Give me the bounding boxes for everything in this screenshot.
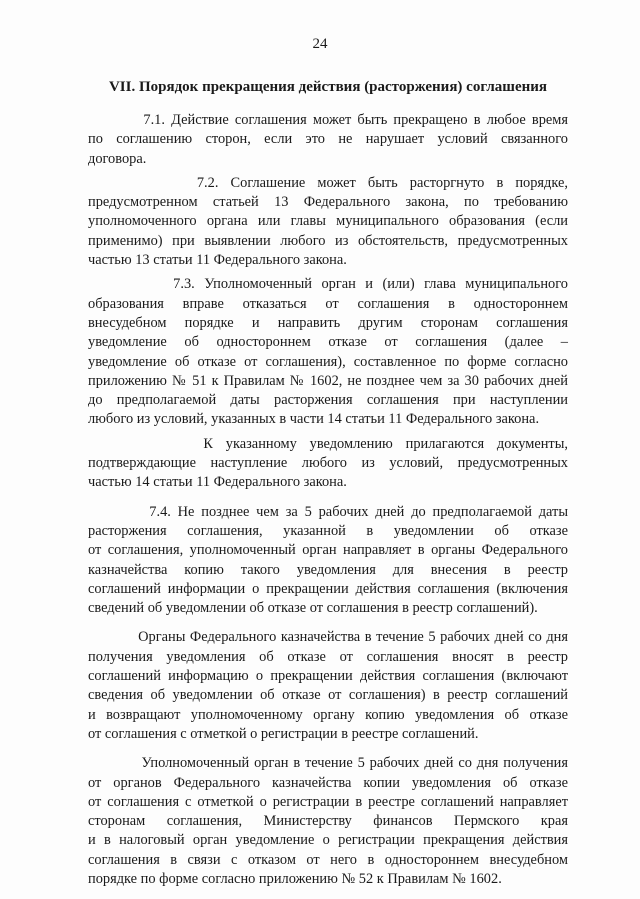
text-line: внесудебном порядке и направить другим сторонам соглашения — [88, 314, 568, 331]
text-line: уполномоченного органа или главы муниципального образования (если — [88, 213, 568, 230]
paragraph-gap — [88, 744, 568, 754]
paragraph-gap — [88, 493, 568, 503]
document-body — [88, 111, 568, 889]
text-line: сведения об уведомлении об отказе от соглашения) в реестр соглашений — [88, 687, 568, 704]
text-line: от соглашения, уполномоченный орган направляет в органы Федерального — [88, 542, 568, 559]
text-line: сторонам соглашения, Министерству финансов Пермского края — [88, 813, 568, 830]
text-line: частью 13 статьи 11 Федерального закона. — [88, 252, 347, 269]
paragraph-7-2 — [88, 174, 568, 270]
text-line: уведомление об отказе от соглашения), составленное по форме согласно — [88, 353, 568, 370]
text-line: частью 14 статьи 11 Федерального закона. — [88, 474, 347, 491]
text-line: предусмотренном статьей 13 Федерального закона, по требованию — [88, 194, 568, 211]
text-line: от соглашения с отметкой о регистрации в реестре соглашений направляет — [88, 793, 568, 810]
paragraph-treasury — [88, 628, 568, 744]
text-line: сведений об уведомлении об отказе от соглашения в реестр соглашений). — [88, 600, 538, 617]
text-line: по соглашению сторон, если это не нарушает условий связанного — [88, 131, 568, 148]
text-line: приложению № 51 к Правилам № 1602, не позднее чем за 30 рабочих дней — [88, 372, 568, 389]
text-line: и возвращают уполномоченному органу копию уведомления об отказе — [88, 706, 568, 723]
text-line: К указанному уведомлению прилагаются документы, — [88, 435, 568, 452]
paragraph-gap — [88, 618, 568, 628]
text-line: 7.3. Уполномоченный орган и (или) глава муниципального — [88, 276, 568, 293]
paragraph-7-1 — [88, 111, 568, 169]
text-line: до предполагаемой даты расторжения соглашения при наступлении — [88, 392, 568, 409]
text-line: соглашений информацию о прекращении действия соглашения (включают — [88, 668, 568, 685]
text-line: порядке по форме согласно приложению № 52 к Правилам № 1602. — [88, 870, 502, 887]
text-line: образования вправе отказаться от соглашения в одностороннем — [88, 295, 568, 312]
paragraph-7-4 — [88, 503, 568, 619]
text-line: применимо) при выявлении любого из обстоятельств, предусмотренных — [88, 232, 568, 249]
paragraph-7-3 — [88, 275, 568, 429]
text-line: получения уведомления об отказе от соглашения вносят в реестр — [88, 648, 568, 665]
text-line: Уполномоченный орган в течение 5 рабочих дней со дня получения — [88, 755, 568, 772]
text-line: соглашений информации о прекращении действия соглашения (включения — [88, 580, 568, 597]
text-line: казначейства копию такого уведомления для внесения в реестр — [88, 561, 568, 578]
paragraph-attachments — [88, 435, 568, 493]
text-line: уведомление об одностороннем отказе от соглашения (далее – — [88, 334, 568, 351]
text-line: любого из условий, указанных в части 14 статьи 11 Федерального закона. — [88, 411, 540, 428]
text-line: 7.4. Не позднее чем за 5 рабочих дней до предполагаемой даты — [88, 503, 568, 520]
text-line: и в налоговый орган уведомление о регистрации прекращения действия — [88, 832, 568, 849]
paragraph-notification — [88, 754, 568, 889]
text-line: соглашения в связи с отказом от него в одностороннем внесудебном — [88, 851, 568, 868]
text-line: от органов Федерального казначейства копии уведомления об отказе — [88, 774, 568, 791]
text-line: расторжения соглашения, указанной в уведомлении об отказе — [88, 522, 568, 539]
text-line: 7.1. Действие соглашения может быть прекращено в любое время — [88, 112, 568, 128]
text-line: 7.2. Соглашение может быть расторгнуто в порядке, — [88, 174, 568, 191]
text-line: от соглашения с отметкой о регистрации в реестре соглашений. — [88, 725, 479, 742]
text-line: Органы Федерального казначейства в течение 5 рабочих дней со дня — [88, 629, 568, 646]
section-title: VII. Порядок прекращения действия (расторжения) соглашения — [108, 79, 548, 95]
page-number: 24 — [312, 36, 328, 52]
text-line: договора. — [88, 150, 147, 167]
text-line: подтверждающие наступление любого из условий, предусмотренных — [88, 455, 568, 472]
